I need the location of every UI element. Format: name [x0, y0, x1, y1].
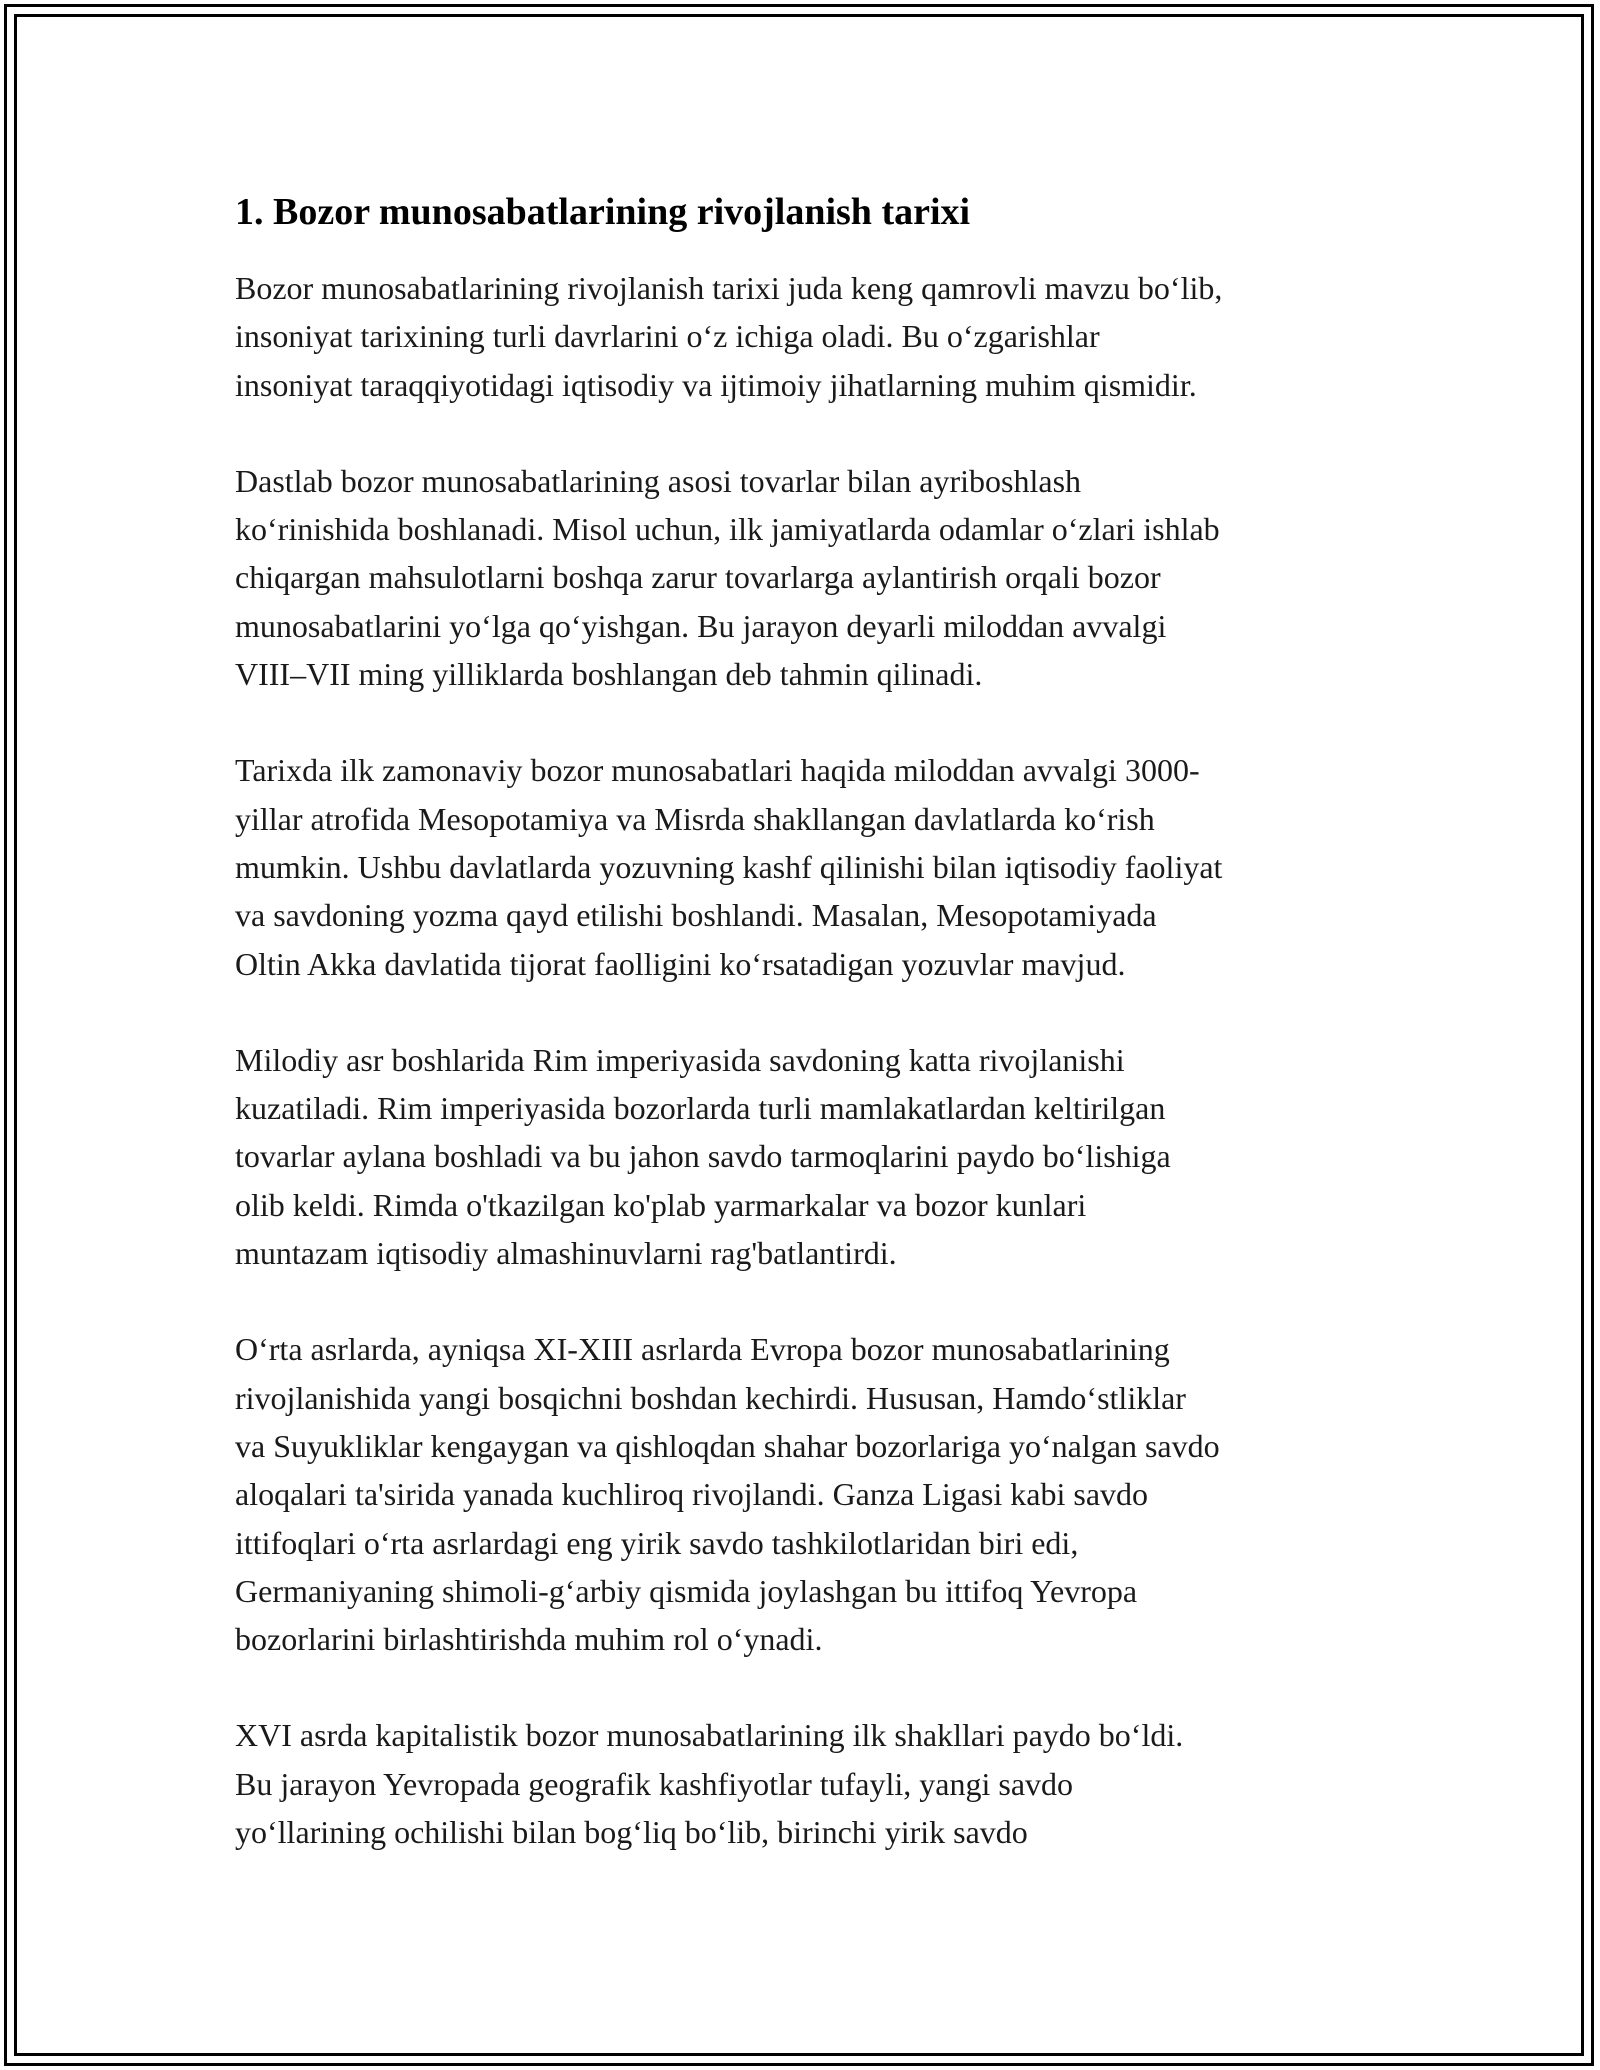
text-line: munosabatlarini yo‘lga qo‘yishgan. Bu jarayon deyarli miloddan avvalgi [235, 607, 1167, 644]
text-line: VIII–VII ming yilliklarda boshlangan deb tahmin qilinadi. [235, 656, 983, 693]
text-line: insoniyat taraqqiyotidagi iqtisodiy va ijtimoiy jihatlarning muhim qismidir. [235, 366, 1197, 403]
paragraph-4 [235, 1036, 1385, 1277]
text-line: rivojlanishida yangi bosqichni boshdan kechirdi. Hususan, Hamdo‘stliklar [235, 1379, 1186, 1416]
paragraph-5 [235, 1325, 1385, 1663]
text-line: Bu jarayon Yevropada geografik kashfiyotlar tufayli, yangi savdo [235, 1765, 1074, 1802]
text-line: bozorlarini birlashtirishda muhim rol o‘ynadi. [235, 1621, 823, 1658]
text-line: muntazam iqtisodiy almashinuvlarni rag'batlantirdi. [235, 1235, 897, 1272]
text-line: kuzatiladi. Rim imperiyasida bozorlarda turli mamlakatlardan keltirilgan [235, 1090, 1166, 1127]
text-line: va Suyukliklar kengaygan va qishloqdan shahar bozorlariga yo‘nalgan savdo [235, 1427, 1220, 1464]
text-line: va savdoning yozma qayd etilishi boshlandi. Masalan, Mesopotamiyada [235, 897, 1157, 934]
text-line: chiqargan mahsulotlarni boshqa zarur tovarlarga aylantirish orqali bozor [235, 559, 1161, 596]
text-line: XVI asrda kapitalistik bozor munosabatlarining ilk shakllari paydo bo‘ldi. [235, 1717, 1184, 1754]
text-line: Germaniyaning shimoli-g‘arbiy qismida joylashgan bu ittifoq Yevropa [235, 1572, 1138, 1609]
paragraph-2 [235, 457, 1385, 698]
text-line: tovarlar aylana boshladi va bu jahon savdo tarmoqlarini paydo bo‘lishiga [235, 1138, 1171, 1175]
section-heading: 1. Bozor munosabatlarining rivojlanish tarixi [235, 191, 971, 233]
text-line: Bozor munosabatlarining rivojlanish tarixi juda keng qamrovli mavzu bo‘lib, [235, 270, 1223, 306]
text-line: insoniyat tarixining turli davrlarini o‘z ichiga oladi. Bu o‘zgarishlar [235, 318, 1100, 355]
paragraph-3 [235, 746, 1385, 987]
text-line: ittifoqlari o‘rta asrlardagi eng yirik savdo tashkilotlaridan biri edi, [235, 1524, 1079, 1561]
document-body [235, 188, 1385, 1904]
text-line: mumkin. Ushbu davlatlarda yozuvning kashf qilinishi bilan iqtisodiy faoliyat [235, 848, 1223, 885]
text-line: Tarixda ilk zamonaviy bozor munosabatlari haqida miloddan avvalgi 3000- [235, 752, 1200, 789]
text-line: ko‘rinishida boshlanadi. Misol uchun, ilk jamiyatlarda odamlar o‘zlari ishlab [235, 511, 1220, 548]
text-line: yillar atrofida Mesopotamiya va Misrda shakllangan davlatlarda ko‘rish [235, 800, 1155, 837]
text-line: Milodiy asr boshlarida Rim imperiyasida savdoning katta rivojlanishi [235, 1041, 1125, 1078]
text-line: O‘rta asrlarda, ayniqsa XI-XIII asrlarda Evropa bozor munosabatlarining [235, 1331, 1170, 1368]
text-line: Oltin Akka davlatida tijorat faolligini ko‘rsatadigan yozuvlar mavjud. [235, 945, 1126, 982]
text-line: yo‘llarining ochilishi bilan bog‘liq bo‘lib, birinchi yirik savdo [235, 1814, 1028, 1851]
text-line: Dastlab bozor munosabatlarining asosi tovarlar bilan ayriboshlash [235, 462, 1082, 499]
paragraph-1 [235, 264, 1385, 409]
text-line: olib keldi. Rimda o'tkazilgan ko'plab yarmarkalar va bozor kunlari [235, 1186, 1087, 1223]
text-line: aloqalari ta'sirida yanada kuchliroq rivojlandi. Ganza Ligasi kabi savdo [235, 1476, 1149, 1513]
paragraph-6 [235, 1711, 1385, 1856]
